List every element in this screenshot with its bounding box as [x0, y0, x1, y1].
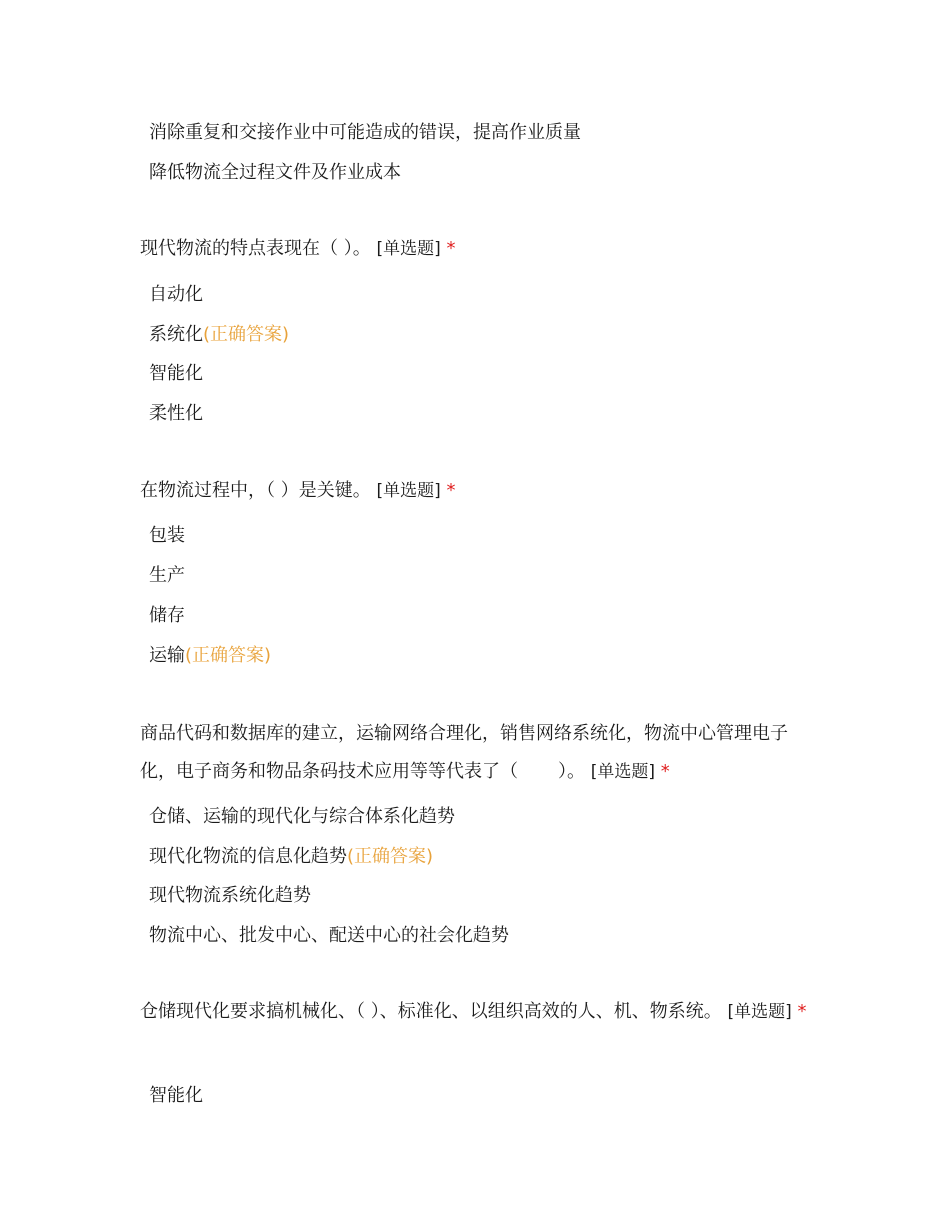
option-text: 降低物流全过程文件及作业成本: [149, 162, 401, 183]
option-item: [149, 604, 185, 628]
required-asterisk: *: [446, 480, 456, 501]
correct-answer-marker: (正确答案): [347, 846, 434, 867]
question-text-end: ）。: [558, 761, 585, 782]
option-text: 仓储、运输的现代化与综合体系化趋势: [149, 806, 455, 827]
correct-answer-marker: (正确答案): [203, 324, 290, 345]
option-text: 消除重复和交接作业中可能造成的错误，提高作业质量: [149, 122, 581, 143]
option-text: 运输: [149, 645, 185, 666]
question-type-label: [单选题]: [590, 762, 655, 782]
option-text: 系统化: [149, 324, 203, 345]
option-item: [149, 564, 185, 588]
question-title: [140, 472, 816, 510]
option-item: [149, 924, 509, 948]
option-item: [149, 283, 203, 307]
option-text: 智能化: [149, 1085, 203, 1106]
option-item: [149, 121, 581, 145]
option-text: 智能化: [149, 363, 203, 384]
option-text: 现代物流系统化趋势: [149, 885, 311, 906]
required-asterisk: *: [797, 1001, 807, 1022]
option-item: [149, 644, 271, 668]
question-text: 现代物流的特点表现在（ ）。: [140, 238, 371, 259]
option-text: 柔性化: [149, 403, 203, 424]
question-text: 在物流过程中，（ ）是关键。: [140, 480, 371, 501]
option-text: 自动化: [149, 284, 203, 305]
question-title: [140, 715, 816, 791]
question-text: 商品代码和数据库的建立，运输网络合理化，销售网络系统化，物流中心管理电子化，电子商务和物品条码技术应用等等代表了（: [140, 723, 788, 782]
required-asterisk: *: [446, 238, 456, 259]
option-text: 生产: [149, 565, 185, 586]
option-item: [149, 161, 401, 185]
option-text: 储存: [149, 605, 185, 626]
option-item: [149, 805, 455, 829]
required-asterisk: *: [660, 761, 670, 782]
option-item: [149, 402, 203, 426]
option-item: [149, 524, 185, 548]
correct-answer-marker: (正确答案): [185, 645, 272, 666]
question-type-label: [单选题]: [376, 481, 441, 501]
option-text: 包装: [149, 525, 185, 546]
question-text: 仓储现代化要求搞机械化、（ ）、标准化、以组织高效的人、机、物系统。: [140, 1001, 722, 1022]
option-item: [149, 884, 311, 908]
option-text: 物流中心、批发中心、配送中心的社会化趋势: [149, 925, 509, 946]
question-title: [140, 230, 816, 268]
question-type-label: [单选题]: [727, 1002, 792, 1022]
option-item: [149, 1084, 203, 1108]
option-item: [149, 323, 289, 347]
option-item: [149, 845, 433, 869]
option-text: 现代化物流的信息化趋势: [149, 846, 347, 867]
question-type-label: [单选题]: [376, 239, 441, 259]
option-item: [149, 362, 203, 386]
question-title: [140, 993, 816, 1031]
